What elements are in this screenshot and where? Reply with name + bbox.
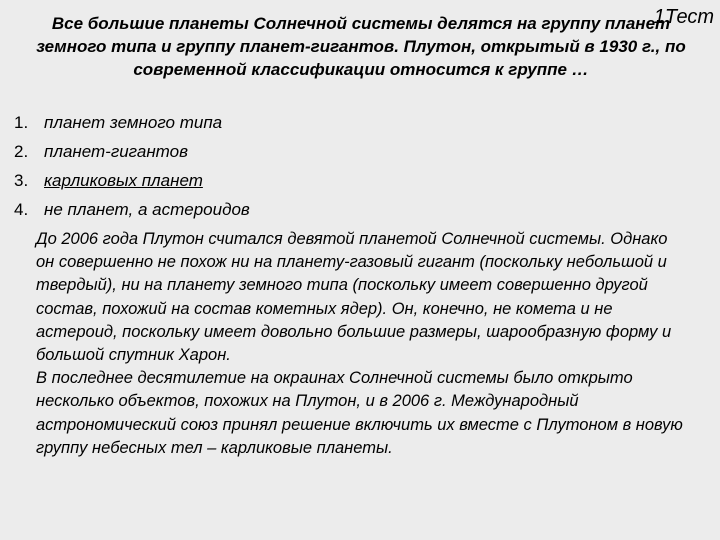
answer-text: планет земного типа: [44, 113, 223, 132]
explanation-paragraph-1: До 2006 года Плутон считался девятой планетой Солнечной системы. Однако он совершенно не похож ни на планету-газовый гигант (поскольку небольшой и твердый), ни на планету земного типа (поскольку имеет совершенно другой состав, похожий на состав кометных ядер). Он, конечно, не комета и не астероид, поскольку имеет довольно большие размеры, шарообразную форму и большой спутник Харон.: [36, 230, 672, 365]
answer-text-correct: карликовых планет: [44, 171, 203, 190]
answer-number: 1.: [14, 113, 29, 132]
answer-number: 4.: [14, 200, 29, 219]
test-label: 1Тест: [653, 6, 714, 28]
answer-number: 2.: [14, 142, 29, 161]
answer-option-4[interactable]: [14, 195, 250, 224]
answer-text: не планет, а астероидов: [44, 200, 250, 219]
answer-option-1[interactable]: [14, 108, 250, 137]
explanation-text: [36, 228, 686, 460]
answer-text: планет-гигантов: [44, 142, 188, 161]
answer-list: [14, 108, 250, 224]
answer-number: 3.: [14, 171, 29, 190]
answer-option-3[interactable]: [14, 166, 250, 195]
explanation-paragraph-2: В последнее десятилетие на окраинах Солнечной системы было открыто несколько объектов, похожих на Плутон, и в 2006 г. Международный астрономический союз принял решение включить их вместе с Плутоном в новую группу небесных тел – карликовые планеты.: [36, 369, 683, 457]
question-text: Все большие планеты Солнечной системы делятся на группу планет земного типа и группу планет-гигантов. Плутон, открытый в 1930 г., по современной классификации относится к группе …: [36, 14, 686, 79]
answer-option-2[interactable]: [14, 137, 250, 166]
